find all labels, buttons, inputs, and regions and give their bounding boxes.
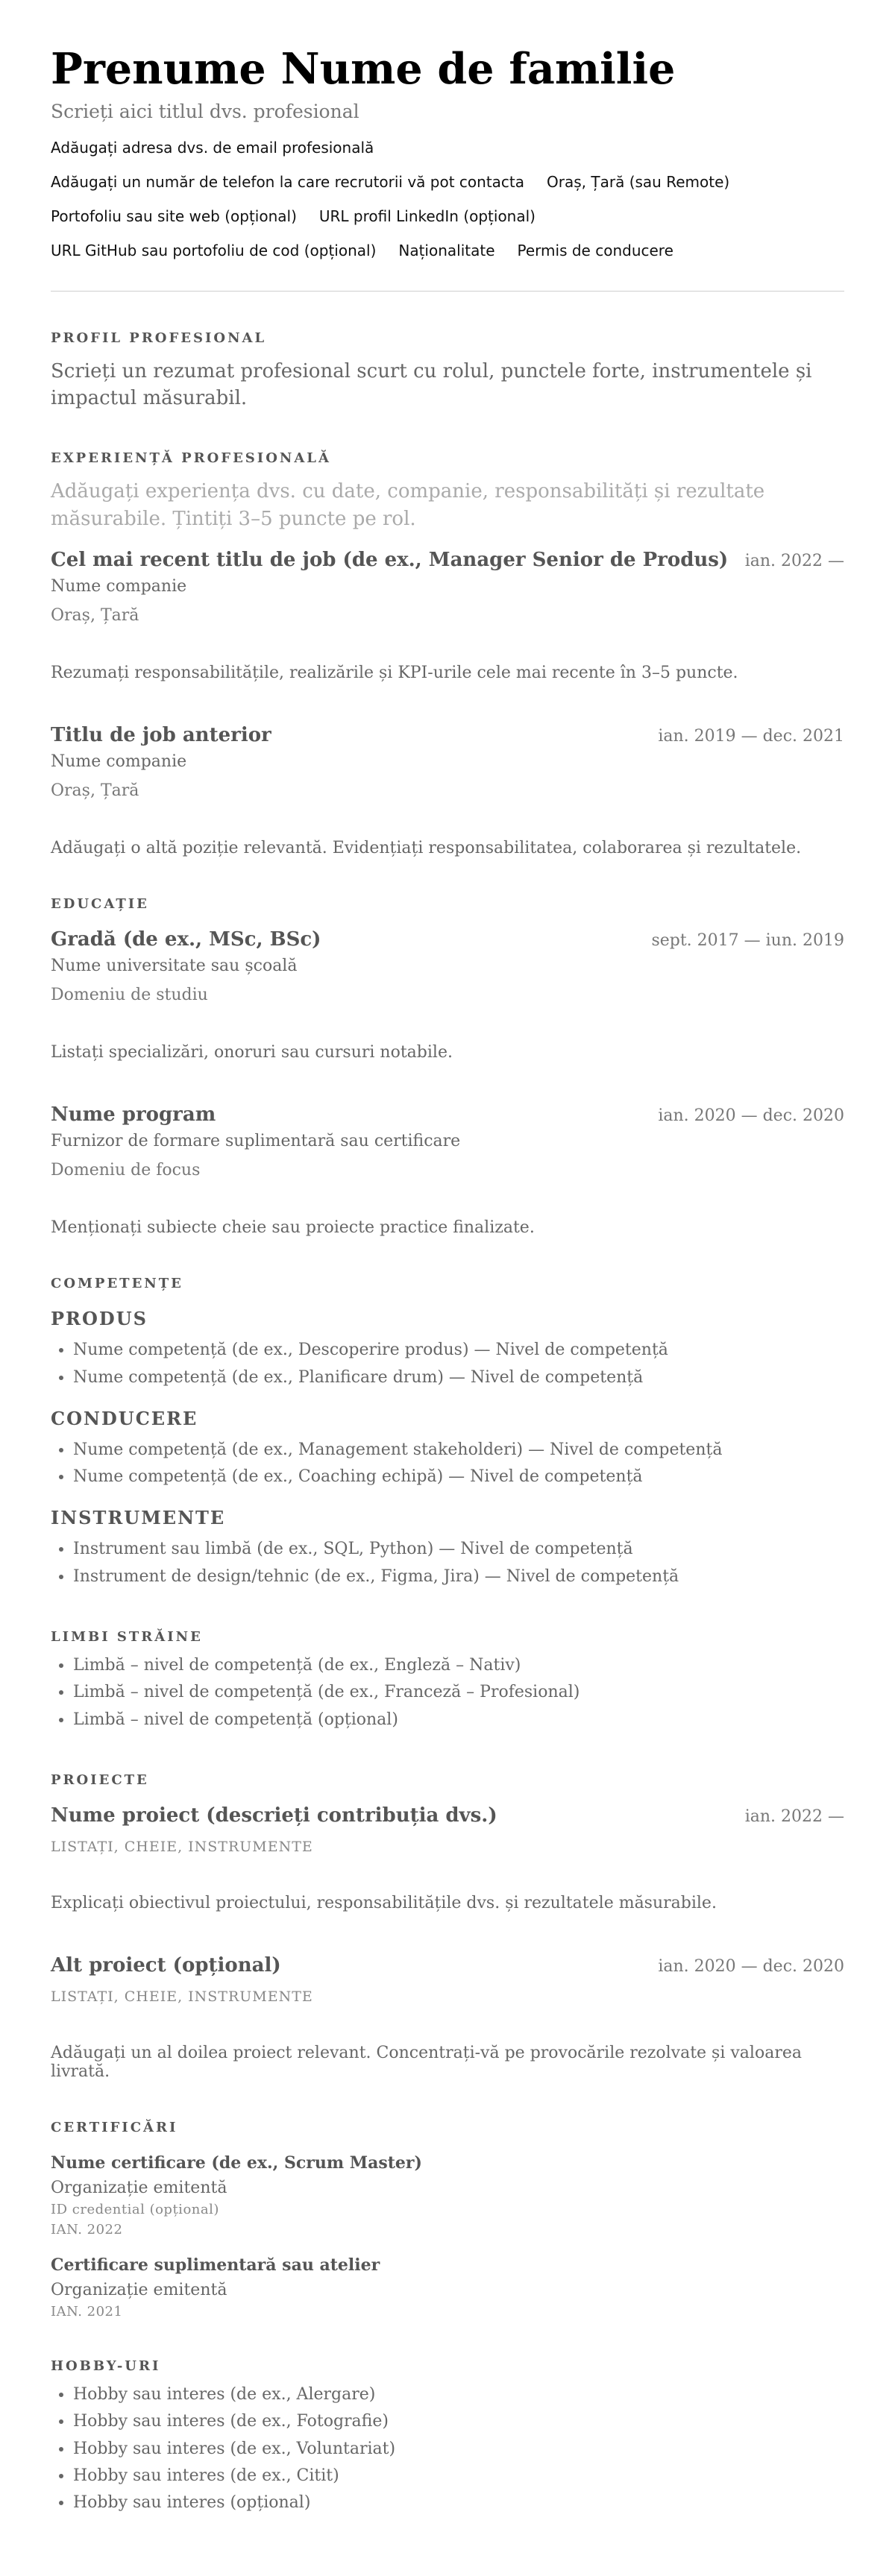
skill-group-title: CONDUCERE bbox=[51, 1407, 198, 1429]
skill-list bbox=[51, 1337, 844, 1391]
section-projects bbox=[51, 1772, 844, 2081]
institution-name: Nume universitate sau școală bbox=[51, 957, 298, 976]
language-list bbox=[51, 1652, 844, 1733]
resume-header bbox=[51, 46, 844, 292]
experience-placeholder: Adăugați experiența dvs. cu date, companie, responsabilități și rezultate măsurabile. Țintiți 3–5 puncte pe rol. bbox=[51, 480, 765, 530]
section-title-hobbies: HOBBY-URI bbox=[51, 2358, 161, 2374]
project-title: Alt proiect (opțional) bbox=[51, 1953, 281, 1977]
section-education bbox=[51, 896, 844, 1237]
list-item: • Instrument sau limbă (de ex., SQL, Python) — Nivel de competență bbox=[73, 1536, 844, 1563]
header-divider bbox=[51, 291, 844, 292]
section-title-experience: EXPERIENȚĂ PROFESIONALĂ bbox=[51, 450, 331, 467]
job-date: ian. 2019 — dec. 2021 bbox=[658, 727, 844, 746]
certification-entry bbox=[51, 2255, 844, 2320]
certification-name: Certificare suplimentară sau atelier bbox=[51, 2255, 380, 2275]
project-title: Nume proiect (descrieți contribuția dvs.) bbox=[51, 1804, 497, 1827]
job-description: Rezumați responsabilitățile, realizările și KPI-urile cele mai recente în 3–5 puncte. bbox=[51, 664, 738, 683]
section-skills bbox=[51, 1276, 844, 1590]
job-location: Oraș, Țară bbox=[51, 781, 139, 801]
list-item: • Limbă – nivel de competență (opțional) bbox=[73, 1707, 844, 1733]
skill-list bbox=[51, 1536, 844, 1590]
field-of-study: Domeniu de focus bbox=[51, 1161, 201, 1180]
degree-title: Nume program bbox=[51, 1103, 216, 1127]
certification-org: Organizație emitentă bbox=[51, 2280, 227, 2299]
certification-org: Organizație emitentă bbox=[51, 2178, 227, 2197]
project-date: ian. 2022 — bbox=[744, 1807, 844, 1826]
certification-name: Nume certificare (de ex., Scrum Master) bbox=[51, 2153, 422, 2173]
license-text: Permis de conducere bbox=[517, 241, 673, 259]
portfolio-link[interactable]: Portofoliu sau site web (opțional) bbox=[51, 207, 297, 225]
certification-credential: ID credential (opțional) bbox=[51, 2201, 219, 2217]
hobby-list bbox=[51, 2381, 844, 2516]
list-item: • Nume competență (de ex., Planificare drum) — Nivel de competență bbox=[73, 1364, 844, 1391]
nationality-text: Naționalitate bbox=[398, 241, 495, 259]
education-date: sept. 2017 — iun. 2019 bbox=[651, 931, 844, 951]
list-item: • Hobby sau interes (de ex., Voluntariat) bbox=[73, 2436, 844, 2463]
institution-name: Furnizor de formare suplimentară sau certificare bbox=[51, 1132, 461, 1151]
contact-line-extra bbox=[51, 242, 844, 259]
list-item: • Hobby sau interes (opțional) bbox=[73, 2490, 844, 2516]
contact-line-links bbox=[51, 207, 844, 225]
list-item: • Hobby sau interes (de ex., Alergare) bbox=[73, 2381, 844, 2408]
education-description: Listați specializări, onoruri sau cursuri notabile. bbox=[51, 1043, 453, 1062]
list-item: • Limbă – nivel de competență (de ex., Engleză – Nativ) bbox=[73, 1652, 844, 1679]
contact-line-phone-location bbox=[51, 173, 844, 191]
contact-line-email bbox=[51, 139, 844, 157]
project-date: ian. 2020 — dec. 2020 bbox=[658, 1956, 844, 1976]
certification-entry bbox=[51, 2153, 844, 2238]
education-description: Menționați subiecte cheie sau proiecte practice finalizate. bbox=[51, 1218, 535, 1238]
section-experience bbox=[51, 450, 844, 857]
project-entry bbox=[51, 1804, 844, 1912]
phone-text: Adăugați un număr de telefon la care recrutorii vă pot contacta bbox=[51, 172, 525, 191]
section-title-education: EDUCAȚIE bbox=[51, 896, 149, 913]
experience-entry bbox=[51, 724, 844, 857]
github-link[interactable]: URL GitHub sau portofoliu de cod (opțional) bbox=[51, 241, 377, 259]
certification-date: IAN. 2021 bbox=[51, 2303, 123, 2320]
section-hobbies bbox=[51, 2358, 844, 2516]
section-title-languages: LIMBI STRĂINE bbox=[51, 1629, 203, 1646]
section-title-certifications: CERTIFICĂRI bbox=[51, 2119, 178, 2135]
job-date: ian. 2022 — bbox=[744, 552, 844, 571]
section-title-profile: PROFIL PROFESIONAL bbox=[51, 330, 267, 346]
list-item: • Nume competență (de ex., Management stakeholderi) — Nivel de competență bbox=[73, 1437, 844, 1464]
company-name: Nume companie bbox=[51, 752, 187, 772]
linkedin-link[interactable]: URL profil LinkedIn (opțional) bbox=[318, 207, 536, 225]
list-item: • Nume competență (de ex., Coaching echipă) — Nivel de competență bbox=[73, 1464, 844, 1490]
section-languages bbox=[51, 1629, 844, 1733]
full-name: Prenume Nume de familie bbox=[51, 44, 676, 94]
project-entry bbox=[51, 1954, 844, 2081]
job-description: Adăugați o altă poziție relevantă. Evidențiați responsabilitatea, colaborarea și rezultatele. bbox=[51, 839, 802, 858]
experience-entry bbox=[51, 549, 844, 682]
skill-group-title: INSTRUMENTE bbox=[51, 1507, 226, 1529]
field-of-study: Domeniu de studiu bbox=[51, 986, 208, 1005]
project-tags: LISTAȚI, CHEIE, INSTRUMENTE bbox=[51, 1988, 313, 2005]
professional-title: Scrieți aici titlul dvs. profesional bbox=[51, 100, 359, 122]
education-entry bbox=[51, 928, 844, 1062]
list-item: • Hobby sau interes (de ex., Fotografie) bbox=[73, 2408, 844, 2435]
section-profile bbox=[51, 330, 844, 412]
degree-title: Gradă (de ex., MSc, BSc) bbox=[51, 928, 321, 951]
skill-group-title: PRODUS bbox=[51, 1308, 148, 1330]
project-description: Explicați obiectivul proiectului, responsabilitățile dvs. și rezultatele măsurabile. bbox=[51, 1893, 717, 1912]
job-title: Titlu de job anterior bbox=[51, 724, 271, 747]
certification-date: IAN. 2022 bbox=[51, 2221, 123, 2238]
job-title: Cel mai recent titlu de job (de ex., Manager Senior de Produs) bbox=[51, 549, 729, 572]
list-item: • Nume competență (de ex., Descoperire produs) — Nivel de competență bbox=[73, 1337, 844, 1364]
company-name: Nume companie bbox=[51, 577, 187, 596]
project-tags: LISTAȚI, CHEIE, INSTRUMENTE bbox=[51, 1838, 313, 1855]
education-entry bbox=[51, 1103, 844, 1237]
email-text: Adăugați adresa dvs. de email profesională bbox=[51, 138, 374, 157]
section-title-projects: PROIECTE bbox=[51, 1772, 149, 1788]
skill-list bbox=[51, 1437, 844, 1491]
section-certifications bbox=[51, 2120, 844, 2320]
list-item: • Instrument de design/tehnic (de ex., Figma, Jira) — Nivel de competență bbox=[73, 1563, 844, 1590]
list-item: • Hobby sau interes (de ex., Citit) bbox=[73, 2463, 844, 2490]
list-item: • Limbă – nivel de competență (de ex., Franceză – Profesional) bbox=[73, 1679, 844, 1706]
project-description: Adăugați un al doilea proiect relevant. Concentrați-vă pe provocările rezolvate și valoarea livrată. bbox=[51, 2043, 802, 2081]
education-date: ian. 2020 — dec. 2020 bbox=[658, 1106, 844, 1126]
section-title-skills: COMPETENȚE bbox=[51, 1276, 183, 1292]
profile-summary: Scrieți un rezumat profesional scurt cu rolul, punctele forte, instrumentele și impactul măsurabil. bbox=[51, 359, 812, 410]
location-text: Oraș, Țară (sau Remote) bbox=[547, 172, 730, 191]
job-location: Oraș, Țară bbox=[51, 606, 139, 626]
